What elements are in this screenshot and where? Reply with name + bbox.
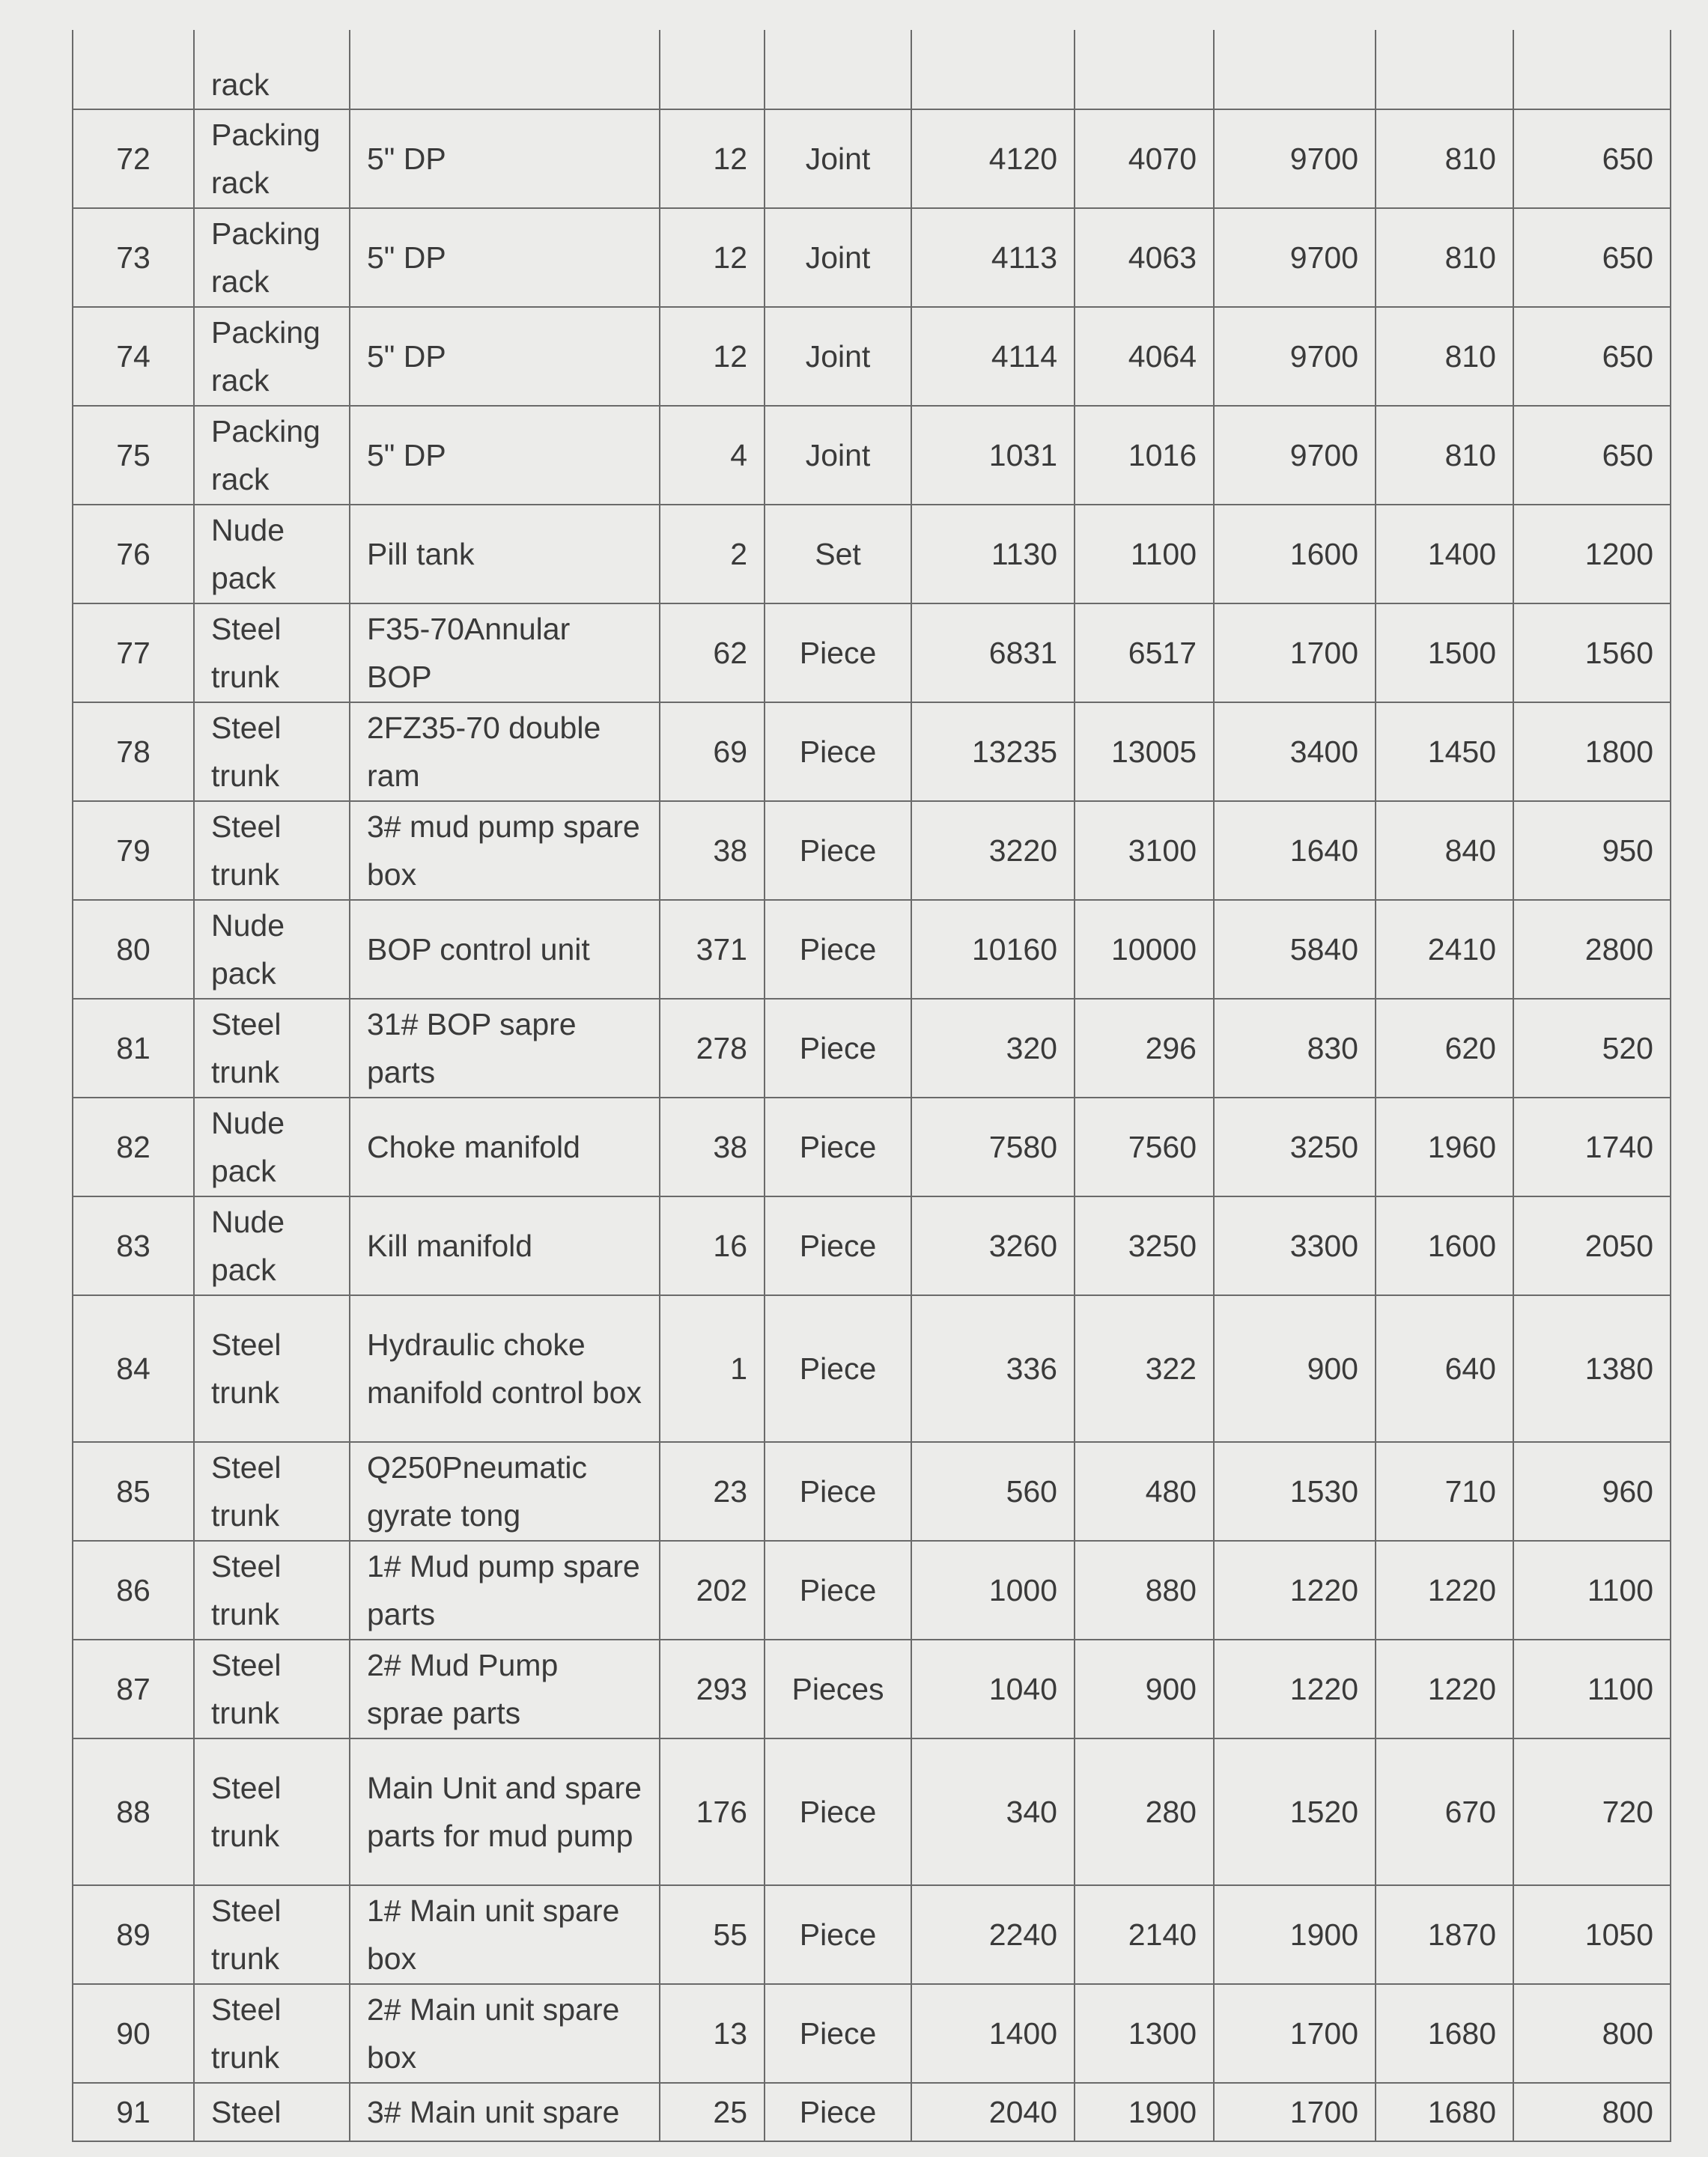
table-row <box>73 900 1671 999</box>
unit-cell: Piece <box>765 1738 911 1885</box>
width-cell: 1600 <box>1376 1196 1513 1295</box>
quantity-cell: 1 <box>660 1295 765 1442</box>
gross-weight-cell: 320 <box>911 999 1075 1098</box>
net-weight-cell: 1300 <box>1075 1984 1214 2083</box>
item-number-cell: 79 <box>73 801 194 900</box>
quantity-cell: 12 <box>660 208 765 307</box>
width-cell: 1960 <box>1376 1098 1513 1196</box>
length-cell: 1640 <box>1214 801 1376 900</box>
unit-cell: Joint <box>765 109 911 208</box>
packing-type-cell: Nude pack <box>194 505 350 603</box>
width-cell: 1450 <box>1376 702 1513 801</box>
net-weight-cell: 1900 <box>1075 2083 1214 2141</box>
net-weight-cell: 13005 <box>1075 702 1214 801</box>
quantity-cell: 55 <box>660 1885 765 1984</box>
unit-cell: Piece <box>765 1196 911 1295</box>
table-row <box>73 999 1671 1098</box>
item-number-cell: 77 <box>73 603 194 702</box>
description-cell: 3# Main unit spare <box>350 2083 660 2141</box>
packing-type-cell: Steel trunk <box>194 1984 350 2083</box>
length-cell: 5840 <box>1214 900 1376 999</box>
height-cell: 650 <box>1513 109 1671 208</box>
net-weight-cell: 296 <box>1075 999 1214 1098</box>
item-number-cell: 89 <box>73 1885 194 1984</box>
height-cell: 650 <box>1513 406 1671 505</box>
width-cell: 1220 <box>1376 1640 1513 1738</box>
unit-cell: Piece <box>765 900 911 999</box>
quantity-cell: 278 <box>660 999 765 1098</box>
net-weight-cell: 480 <box>1075 1442 1214 1541</box>
gross-weight-cell <box>911 30 1075 109</box>
item-number-cell: 82 <box>73 1098 194 1196</box>
packing-list-table <box>72 30 1671 2142</box>
unit-cell: Piece <box>765 801 911 900</box>
packing-type-cell: Packing rack <box>194 307 350 406</box>
width-cell: 810 <box>1376 406 1513 505</box>
height-cell: 1740 <box>1513 1098 1671 1196</box>
net-weight-cell: 4070 <box>1075 109 1214 208</box>
quantity-cell <box>660 30 765 109</box>
table-row <box>73 109 1671 208</box>
table-row <box>73 1738 1671 1885</box>
net-weight-cell: 1016 <box>1075 406 1214 505</box>
description-cell: 2FZ35-70 double ram <box>350 702 660 801</box>
quantity-cell: 38 <box>660 1098 765 1196</box>
net-weight-cell: 3100 <box>1075 801 1214 900</box>
item-number-cell: 85 <box>73 1442 194 1541</box>
packing-type-cell: Steel trunk <box>194 1640 350 1738</box>
width-cell: 2410 <box>1376 900 1513 999</box>
gross-weight-cell: 10160 <box>911 900 1075 999</box>
width-cell: 640 <box>1376 1295 1513 1442</box>
item-number-cell: 73 <box>73 208 194 307</box>
width-cell: 810 <box>1376 307 1513 406</box>
net-weight-cell: 2140 <box>1075 1885 1214 1984</box>
length-cell: 3250 <box>1214 1098 1376 1196</box>
length-cell: 1700 <box>1214 2083 1376 2141</box>
quantity-cell: 176 <box>660 1738 765 1885</box>
net-weight-cell: 6517 <box>1075 603 1214 702</box>
packing-type-cell: Steel <box>194 2083 350 2141</box>
unit-cell: Piece <box>765 702 911 801</box>
item-number-cell: 86 <box>73 1541 194 1640</box>
table-row <box>73 1196 1671 1295</box>
height-cell <box>1513 30 1671 109</box>
gross-weight-cell: 13235 <box>911 702 1075 801</box>
length-cell: 3400 <box>1214 702 1376 801</box>
table-row <box>73 1640 1671 1738</box>
description-cell: Choke manifold <box>350 1098 660 1196</box>
packing-type-cell: Packing rack <box>194 208 350 307</box>
unit-cell: Joint <box>765 406 911 505</box>
packing-type-cell: Steel trunk <box>194 1541 350 1640</box>
description-cell: 1# Main unit spare box <box>350 1885 660 1984</box>
quantity-cell: 38 <box>660 801 765 900</box>
height-cell: 650 <box>1513 208 1671 307</box>
gross-weight-cell: 7580 <box>911 1098 1075 1196</box>
length-cell: 9700 <box>1214 109 1376 208</box>
description-cell: BOP control unit <box>350 900 660 999</box>
width-cell: 1680 <box>1376 1984 1513 2083</box>
item-number-cell: 83 <box>73 1196 194 1295</box>
item-number-cell: 81 <box>73 999 194 1098</box>
description-cell: 31# BOP sapre parts <box>350 999 660 1098</box>
packing-type-cell: Nude pack <box>194 1098 350 1196</box>
height-cell: 1800 <box>1513 702 1671 801</box>
height-cell: 1560 <box>1513 603 1671 702</box>
gross-weight-cell: 3220 <box>911 801 1075 900</box>
unit-cell: Piece <box>765 1098 911 1196</box>
description-cell: Q250Pneumatic gyrate tong <box>350 1442 660 1541</box>
description-cell: 2# Main unit spare box <box>350 1984 660 2083</box>
gross-weight-cell: 2240 <box>911 1885 1075 1984</box>
quantity-cell: 23 <box>660 1442 765 1541</box>
quantity-cell: 4 <box>660 406 765 505</box>
table-row <box>73 1541 1671 1640</box>
item-number-cell: 78 <box>73 702 194 801</box>
length-cell: 830 <box>1214 999 1376 1098</box>
height-cell: 950 <box>1513 801 1671 900</box>
quantity-cell: 62 <box>660 603 765 702</box>
description-cell: 3# mud pump spare box <box>350 801 660 900</box>
table-row <box>73 1984 1671 2083</box>
item-number-cell: 74 <box>73 307 194 406</box>
unit-cell: Pieces <box>765 1640 911 1738</box>
gross-weight-cell: 6831 <box>911 603 1075 702</box>
height-cell: 1200 <box>1513 505 1671 603</box>
width-cell <box>1376 30 1513 109</box>
packing-type-cell: Steel trunk <box>194 1738 350 1885</box>
width-cell: 810 <box>1376 109 1513 208</box>
packing-list-sheet <box>72 30 1670 2142</box>
length-cell: 1220 <box>1214 1541 1376 1640</box>
quantity-cell: 12 <box>660 307 765 406</box>
packing-type-cell: Packing rack <box>194 109 350 208</box>
packing-type-cell: Packing rack <box>194 406 350 505</box>
table-row <box>73 406 1671 505</box>
unit-cell: Joint <box>765 307 911 406</box>
packing-type-cell: rack <box>194 30 350 109</box>
unit-cell: Set <box>765 505 911 603</box>
description-cell: 5" DP <box>350 307 660 406</box>
description-cell: 1# Mud pump spare parts <box>350 1541 660 1640</box>
description-cell <box>350 30 660 109</box>
unit-cell: Piece <box>765 1984 911 2083</box>
description-cell: Pill tank <box>350 505 660 603</box>
packing-type-cell: Steel trunk <box>194 999 350 1098</box>
length-cell: 900 <box>1214 1295 1376 1442</box>
length-cell: 1900 <box>1214 1885 1376 1984</box>
height-cell: 650 <box>1513 307 1671 406</box>
net-weight-cell: 900 <box>1075 1640 1214 1738</box>
height-cell: 1050 <box>1513 1885 1671 1984</box>
height-cell: 1100 <box>1513 1640 1671 1738</box>
height-cell: 800 <box>1513 2083 1671 2141</box>
width-cell: 1870 <box>1376 1885 1513 1984</box>
length-cell: 1600 <box>1214 505 1376 603</box>
packing-type-cell: Nude pack <box>194 900 350 999</box>
gross-weight-cell: 1130 <box>911 505 1075 603</box>
width-cell: 670 <box>1376 1738 1513 1885</box>
width-cell: 1400 <box>1376 505 1513 603</box>
quantity-cell: 293 <box>660 1640 765 1738</box>
table-row <box>73 505 1671 603</box>
gross-weight-cell: 340 <box>911 1738 1075 1885</box>
width-cell: 810 <box>1376 208 1513 307</box>
unit-cell: Piece <box>765 2083 911 2141</box>
gross-weight-cell: 1040 <box>911 1640 1075 1738</box>
width-cell: 710 <box>1376 1442 1513 1541</box>
item-number-cell <box>73 30 194 109</box>
height-cell: 1380 <box>1513 1295 1671 1442</box>
height-cell: 720 <box>1513 1738 1671 1885</box>
table-row <box>73 1885 1671 1984</box>
net-weight-cell: 4064 <box>1075 307 1214 406</box>
packing-type-cell: Steel trunk <box>194 603 350 702</box>
table-row <box>73 702 1671 801</box>
width-cell: 620 <box>1376 999 1513 1098</box>
table-row <box>73 2083 1671 2141</box>
unit-cell: Piece <box>765 1885 911 1984</box>
length-cell: 1700 <box>1214 603 1376 702</box>
length-cell: 3300 <box>1214 1196 1376 1295</box>
net-weight-cell: 880 <box>1075 1541 1214 1640</box>
unit-cell <box>765 30 911 109</box>
net-weight-cell: 7560 <box>1075 1098 1214 1196</box>
table-row <box>73 603 1671 702</box>
quantity-cell: 202 <box>660 1541 765 1640</box>
unit-cell: Piece <box>765 1541 911 1640</box>
width-cell: 840 <box>1376 801 1513 900</box>
item-number-cell: 76 <box>73 505 194 603</box>
net-weight-cell: 280 <box>1075 1738 1214 1885</box>
gross-weight-cell: 1031 <box>911 406 1075 505</box>
gross-weight-cell: 560 <box>911 1442 1075 1541</box>
height-cell: 960 <box>1513 1442 1671 1541</box>
quantity-cell: 69 <box>660 702 765 801</box>
quantity-cell: 16 <box>660 1196 765 1295</box>
unit-cell: Piece <box>765 1295 911 1442</box>
table-row <box>73 307 1671 406</box>
table-row <box>73 1442 1671 1541</box>
unit-cell: Piece <box>765 999 911 1098</box>
quantity-cell: 2 <box>660 505 765 603</box>
net-weight-cell: 4063 <box>1075 208 1214 307</box>
net-weight-cell: 322 <box>1075 1295 1214 1442</box>
item-number-cell: 87 <box>73 1640 194 1738</box>
length-cell <box>1214 30 1376 109</box>
gross-weight-cell: 4113 <box>911 208 1075 307</box>
gross-weight-cell: 4120 <box>911 109 1075 208</box>
table-row <box>73 30 1671 109</box>
packing-type-cell: Steel trunk <box>194 1885 350 1984</box>
table-row <box>73 1098 1671 1196</box>
unit-cell: Piece <box>765 603 911 702</box>
description-cell: 2# Mud Pump sprae parts <box>350 1640 660 1738</box>
packing-type-cell: Nude pack <box>194 1196 350 1295</box>
quantity-cell: 12 <box>660 109 765 208</box>
item-number-cell: 90 <box>73 1984 194 2083</box>
description-cell: 5" DP <box>350 208 660 307</box>
item-number-cell: 72 <box>73 109 194 208</box>
gross-weight-cell: 1400 <box>911 1984 1075 2083</box>
item-number-cell: 88 <box>73 1738 194 1885</box>
packing-type-cell: Steel trunk <box>194 1442 350 1541</box>
length-cell: 9700 <box>1214 208 1376 307</box>
item-number-cell: 80 <box>73 900 194 999</box>
width-cell: 1680 <box>1376 2083 1513 2141</box>
description-cell: 5" DP <box>350 406 660 505</box>
packing-type-cell: Steel trunk <box>194 801 350 900</box>
length-cell: 1530 <box>1214 1442 1376 1541</box>
length-cell: 1520 <box>1214 1738 1376 1885</box>
gross-weight-cell: 4114 <box>911 307 1075 406</box>
width-cell: 1500 <box>1376 603 1513 702</box>
gross-weight-cell: 336 <box>911 1295 1075 1442</box>
unit-cell: Piece <box>765 1442 911 1541</box>
net-weight-cell <box>1075 30 1214 109</box>
height-cell: 1100 <box>1513 1541 1671 1640</box>
packing-type-cell: Steel trunk <box>194 702 350 801</box>
length-cell: 1220 <box>1214 1640 1376 1738</box>
height-cell: 800 <box>1513 1984 1671 2083</box>
table-body <box>73 30 1671 2141</box>
net-weight-cell: 3250 <box>1075 1196 1214 1295</box>
packing-type-cell: Steel trunk <box>194 1295 350 1442</box>
length-cell: 9700 <box>1214 406 1376 505</box>
item-number-cell: 84 <box>73 1295 194 1442</box>
table-row <box>73 208 1671 307</box>
length-cell: 1700 <box>1214 1984 1376 2083</box>
gross-weight-cell: 3260 <box>911 1196 1075 1295</box>
gross-weight-cell: 1000 <box>911 1541 1075 1640</box>
description-cell: Kill manifold <box>350 1196 660 1295</box>
table-row <box>73 1295 1671 1442</box>
height-cell: 520 <box>1513 999 1671 1098</box>
description-cell: 5" DP <box>350 109 660 208</box>
length-cell: 9700 <box>1214 307 1376 406</box>
unit-cell: Joint <box>765 208 911 307</box>
width-cell: 1220 <box>1376 1541 1513 1640</box>
item-number-cell: 91 <box>73 2083 194 2141</box>
height-cell: 2800 <box>1513 900 1671 999</box>
quantity-cell: 25 <box>660 2083 765 2141</box>
description-cell: Hydraulic choke manifold control box <box>350 1295 660 1442</box>
table-row <box>73 801 1671 900</box>
quantity-cell: 13 <box>660 1984 765 2083</box>
description-cell: F35-70Annular BOP <box>350 603 660 702</box>
item-number-cell: 75 <box>73 406 194 505</box>
gross-weight-cell: 2040 <box>911 2083 1075 2141</box>
net-weight-cell: 10000 <box>1075 900 1214 999</box>
description-cell: Main Unit and spare parts for mud pump <box>350 1738 660 1885</box>
height-cell: 2050 <box>1513 1196 1671 1295</box>
quantity-cell: 371 <box>660 900 765 999</box>
net-weight-cell: 1100 <box>1075 505 1214 603</box>
